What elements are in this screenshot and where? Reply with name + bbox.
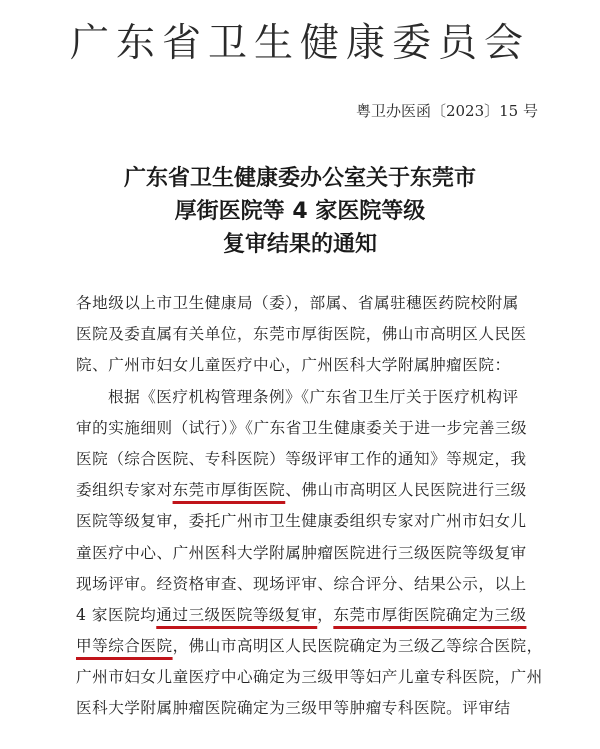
body-line: 广州市妇女儿童医疗中心确定为三级甲等妇产儿童专科医院，广州	[76, 668, 543, 687]
body-text-segment: ，	[317, 605, 334, 624]
highlighted-review-result: 通过三级医院等级复审	[156, 605, 318, 624]
body-line: 院、广州市妇女儿童医疗中心，广州医科大学附属肿瘤医院：	[76, 356, 511, 375]
body-line: 医科大学附属肿瘤医院确定为三级甲等肿瘤专科医院。评审结	[76, 699, 511, 718]
body-line: 审的实施细则（试行）》《广东省卫生健康委关于进一步完善三级	[76, 418, 528, 437]
body-line: 根据《医疗机构管理条例》《广东省卫生厅关于医疗机构评	[108, 387, 519, 406]
body-line: 医院及委直属有关单位，东莞市厚街医院，佛山市高明区人民医	[76, 325, 527, 344]
body-text-segment: 4 家医院均	[76, 605, 157, 624]
body-line: 各地级以上市卫生健康局（委），部属、省属驻穗医药院校附属	[76, 294, 519, 312]
headline-line-3: 复审结果的通知	[222, 232, 377, 257]
body-line	[76, 600, 536, 631]
body-text-segment: ，佛山市高明区人民医院确定为三级乙等综合医院，	[172, 637, 543, 656]
body-line	[76, 631, 543, 662]
body-text	[76, 288, 543, 725]
body-line	[76, 475, 536, 506]
highlighted-grade-result-cont: 甲等综合医院	[76, 637, 173, 656]
headline-line-1: 广东省卫生健康委办公室关于东莞市	[123, 166, 476, 191]
body-text-segment: 、佛山市高明区人民医院进行三级	[285, 481, 527, 500]
highlighted-hospital-name: 东莞市厚街医院	[172, 481, 286, 500]
org-title: 广东省卫生健康委员会	[69, 21, 530, 66]
headline-line-2: 厚街医院等 4 家医院等级	[174, 199, 426, 224]
body-line: 医院（综合医院、专科医院）等级评审工作的通知》等规定，我	[76, 449, 527, 468]
body-text-segment: 委组织专家对	[76, 481, 173, 500]
body-line: 现场评审。经资格审查、现场评审、综合评分、结果公示，以上	[76, 574, 527, 593]
highlighted-grade-result: 东莞市厚街医院确定为三级	[333, 605, 527, 624]
body-line: 医院等级复审，委托广州市卫生健康委组织专家对广州市妇女儿	[76, 512, 527, 531]
document-number: 粤卫办医函〔2023〕15 号	[355, 102, 538, 120]
body-line: 童医疗中心、广州医科大学附属肿瘤医院进行三级医院等级复审	[76, 543, 527, 562]
